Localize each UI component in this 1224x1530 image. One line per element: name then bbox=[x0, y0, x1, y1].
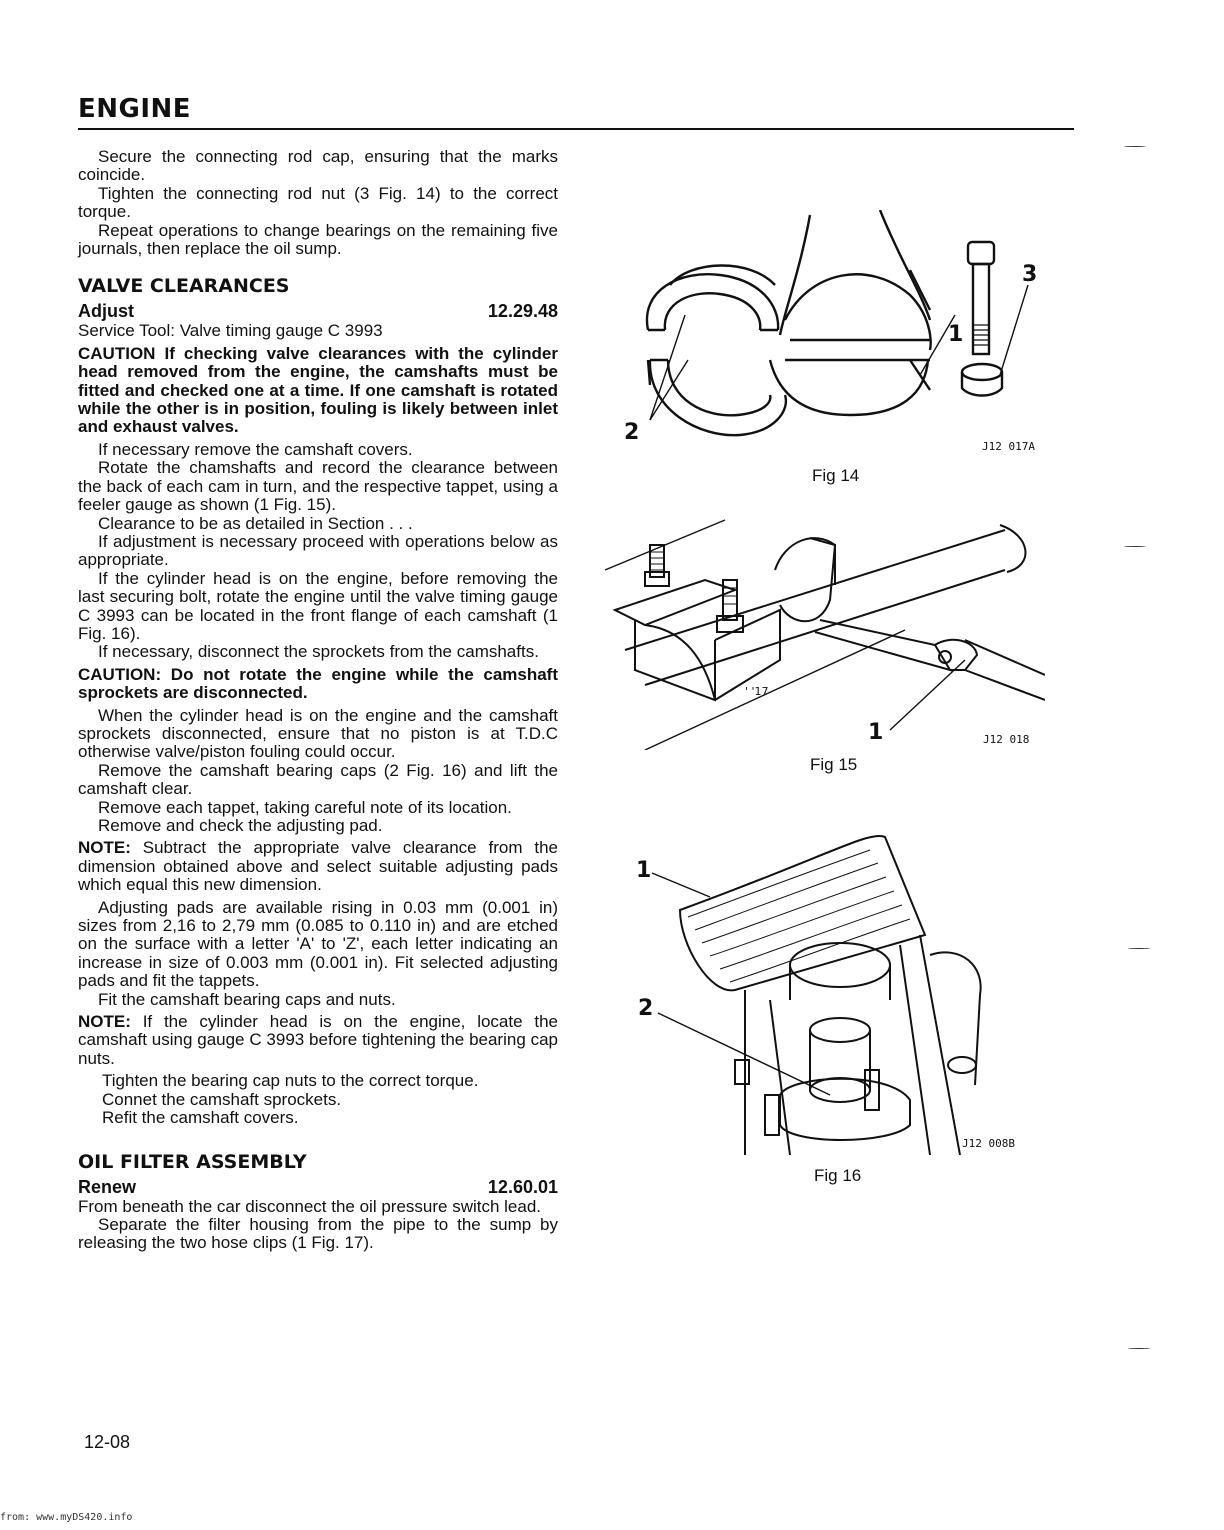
margin-mark bbox=[1124, 546, 1146, 548]
caution-text: CAUTION: Do not rotate the engine while the camshaft sprockets are disconnected. bbox=[78, 664, 558, 703]
header-rule bbox=[78, 128, 1074, 130]
fig14-callout: 2 bbox=[624, 420, 640, 445]
paragraph: Separate the filter housing from the pipe to the sump by releasing the two hose clips (1 Fig. 17). bbox=[78, 1214, 558, 1253]
paragraph: If necessary, disconnect the sprockets from the camshafts. bbox=[98, 642, 539, 662]
note-body: Subtract the appropriate valve clearance from the dimension obtained above and select suitable adjusting pads which equal this new dimension. bbox=[78, 838, 558, 895]
text-column bbox=[78, 148, 558, 1253]
paragraph: From beneath the car disconnect the oil pressure switch lead. bbox=[78, 1196, 542, 1216]
operation-label: Adjust bbox=[78, 301, 134, 322]
operation-line bbox=[78, 300, 558, 322]
paragraph: Remove and check the adjusting pad. bbox=[98, 816, 383, 835]
fig16-reference-code: J12 008B bbox=[962, 1137, 1015, 1150]
note-body: If the cylinder head is on the engine, locate the camshaft using gauge C 3993 before tightening the bearing cap nuts. bbox=[78, 1012, 558, 1068]
section-heading-valve-clearances: VALVE CLEARANCES bbox=[78, 275, 290, 298]
paragraph: If the cylinder head is on the engine, before removing the last securing bolt, rotate the engine until the valve timing gauge C 3993 can be located in the front flange of each camshaft (1 Fig. 16). bbox=[78, 568, 558, 643]
fig15-caption: Fig 15 bbox=[810, 755, 858, 774]
stamp-mark: ' '17 bbox=[745, 685, 769, 698]
paragraph: Adjusting pads are available rising in 0.03 mm (0.001 in) sizes from 2,16 to 2,79 mm (0.085 to 0.110 in) and are etched on the surface with a letter 'A' to 'Z', each letter indicating an increase in size of 0.003 mm (0.001 in). Fit selected adjusting pads and fit the tappets. bbox=[78, 897, 558, 991]
figure-15-illustration bbox=[605, 510, 1045, 750]
page-title: ENGINE bbox=[78, 94, 192, 124]
paragraph: Refit the camshaft covers. bbox=[102, 1108, 299, 1128]
note-label: NOTE: bbox=[78, 1012, 131, 1032]
operation-code: 12.29.48 bbox=[487, 301, 558, 322]
operation-line bbox=[78, 1176, 558, 1198]
fig14-callout: 1 bbox=[948, 322, 964, 347]
paragraph: When the cylinder head is on the engine and the camshaft sprockets disconnected, ensure that no piston is at T.D.C otherwise valve/piston fouling could occur. bbox=[78, 705, 558, 762]
fig14-reference-code: J12 017A bbox=[982, 440, 1035, 453]
fig14-callout: 3 bbox=[1022, 262, 1038, 287]
paragraph: Remove the camshaft bearing caps (2 Fig. 16) and lift the camshaft clear. bbox=[78, 760, 558, 799]
paragraph: Tighten the bearing cap nuts to the correct torque. bbox=[102, 1071, 479, 1091]
footer-source: from: www.myDS420.info bbox=[0, 1512, 133, 1523]
paragraph: If necessary remove the camshaft covers. bbox=[98, 439, 413, 459]
fig16-callout: 1 bbox=[636, 858, 652, 883]
paragraph: Rotate the chamshafts and record the clearance between the back of each cam in turn, and the respective tappet, using a feeler gauge as shown (1 Fig. 15). bbox=[78, 458, 558, 515]
paragraph: Clearance to be as detailed in Section . . . bbox=[98, 513, 413, 533]
margin-mark bbox=[1124, 146, 1146, 148]
fig16-caption: Fig 16 bbox=[814, 1166, 862, 1185]
note-text bbox=[78, 1013, 558, 1068]
operation-code: 12.60.01 bbox=[487, 1176, 558, 1197]
paragraph: Tighten the connecting rod nut (3 Fig. 14) to the correct torque. bbox=[78, 183, 558, 222]
paragraph: Secure the connecting rod cap, ensuring that the marks coincide. bbox=[78, 147, 558, 185]
fig14-caption: Fig 14 bbox=[812, 466, 860, 485]
fig15-callout: 1 bbox=[868, 720, 884, 745]
service-tool: Service Tool: Valve timing gauge C 3993 bbox=[78, 321, 383, 341]
feeler-gauge-drawing bbox=[605, 510, 1045, 750]
caution-text: CAUTION If checking valve clearances with the cylinder head removed from the engine, the camshafts must be fitted and checked one at a time. If one camshaft is rotated while the other is in position, fouling is likely between inlet and exhaust valves. bbox=[78, 343, 558, 437]
paragraph: Fit the camshaft bearing caps and nuts. bbox=[98, 989, 396, 1009]
fig16-callout: 2 bbox=[638, 996, 654, 1021]
margin-mark bbox=[1128, 948, 1150, 950]
paragraph: Remove each tappet, taking careful note of its location. bbox=[98, 797, 512, 817]
section-heading-oil-filter: OIL FILTER ASSEMBLY bbox=[78, 1150, 307, 1173]
paragraph: If adjustment is necessary proceed with operations below as appropriate. bbox=[78, 531, 558, 570]
page-number: 12-08 bbox=[84, 1432, 131, 1452]
note-label: NOTE: bbox=[78, 838, 131, 858]
paragraph: Repeat operations to change bearings on the remaining five journals, then replace the oil sump. bbox=[78, 220, 558, 259]
operation-label: Renew bbox=[78, 1176, 137, 1197]
valve-timing-gauge-drawing bbox=[640, 825, 1000, 1155]
fig15-reference-code: J12 018 bbox=[983, 733, 1030, 746]
figure-14-illustration bbox=[610, 210, 1050, 450]
figure-16-illustration bbox=[640, 825, 1000, 1155]
margin-mark bbox=[1128, 1348, 1150, 1350]
note-text bbox=[78, 839, 558, 894]
paragraph: Connet the camshaft sprockets. bbox=[102, 1089, 342, 1109]
connecting-rod-bearing-drawing bbox=[610, 210, 1050, 450]
